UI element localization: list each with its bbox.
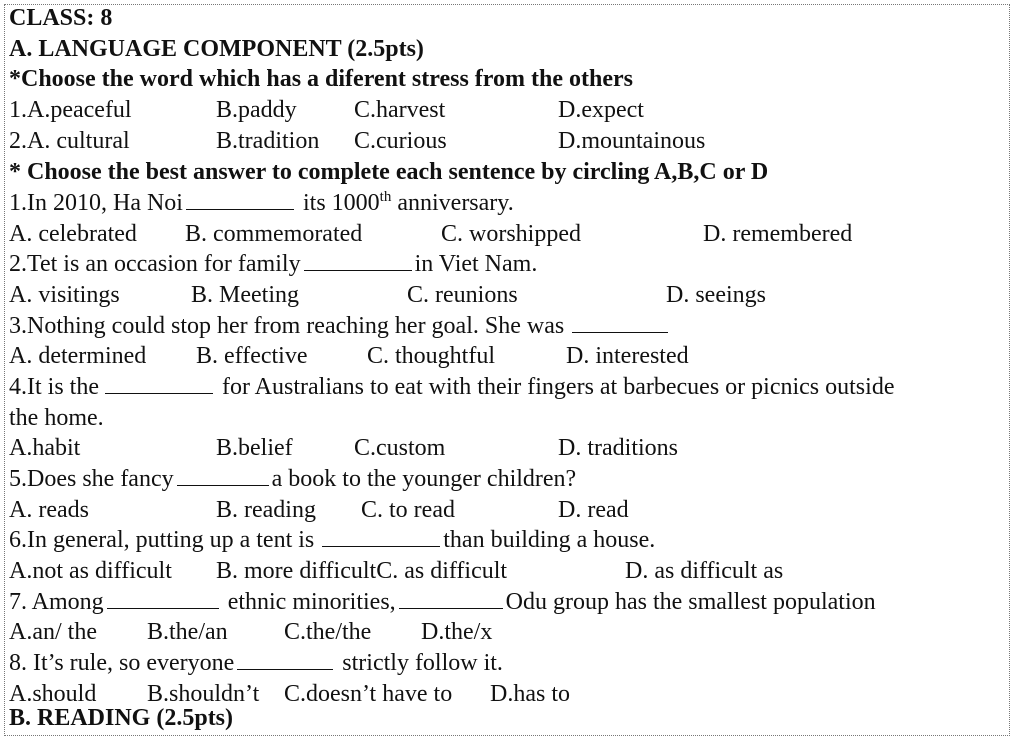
question-3 [9,311,671,341]
question-6-options [9,556,1009,586]
question-text: 1.In 2010, Ha Noi [9,190,183,216]
option-a: A.an/ the [9,619,97,645]
option-b: B.shouldn’t [147,681,260,707]
question-2 [9,249,537,279]
option-a: 2.A. cultural [9,128,130,154]
option-a: A.should [9,681,97,707]
question-text: ethnic minorities, [227,589,396,615]
question-6 [9,525,655,555]
option-c: C.doesn’t have to [284,681,453,707]
option-b: B. commemorated [185,221,363,247]
question-1 [9,188,514,218]
question-4 [9,372,894,402]
option-a: A. celebrated [9,221,137,247]
option-a: A. reads [9,497,89,523]
answer-blank [399,587,503,609]
question-text: 2.Tet is an occasion for family [9,251,301,277]
question-text: than building a house. [443,527,656,553]
option-b: B.belief [216,435,293,461]
option-c: C. reunions [407,282,518,308]
option-b: B. effective [196,343,308,369]
stress-instruction: *Choose the word which has a diferent stress from the others [9,66,633,92]
option-c: C. worshipped [441,221,581,247]
option-d: D.has to [490,681,570,707]
question-text: anniversary. [391,190,514,216]
stress-question-2 [9,126,1009,156]
option-c: C. to read [361,497,455,523]
superscript: th [379,189,392,205]
answer-blank [107,587,219,609]
option-c: C.curious [354,128,447,154]
question-4-continuation: the home. [9,405,104,431]
option-d: D.the/x [421,619,493,645]
mc-instruction: * Choose the best answer to complete each sentence by circling A,B,C or D [9,159,769,185]
option-a: A.not as difficult [9,558,172,584]
question-2-options [9,280,1009,310]
section-b-heading: B. READING (2.5pts) [9,705,234,731]
option-bc: B. more difficultC. as difficult [216,558,508,584]
question-text: 6.In general, putting up a tent is [9,527,315,553]
answer-blank [105,372,213,394]
option-a: A.habit [9,435,81,461]
question-5 [9,464,576,494]
option-c: C.the/the [284,619,372,645]
question-text: strictly follow it. [342,650,503,676]
question-7-options [9,617,1009,647]
option-d: D. interested [566,343,689,369]
question-text: in Viet Nam. [414,251,538,277]
option-a: A. visitings [9,282,120,308]
answer-blank [186,188,294,210]
section-a-heading: A. LANGUAGE COMPONENT (2.5pts) [9,36,424,62]
option-b: B. Meeting [191,282,299,308]
question-8 [9,648,503,678]
option-d: D.expect [558,97,644,123]
option-d: D.mountainous [558,128,706,154]
option-d: D. traditions [558,435,678,461]
option-c: C.harvest [354,97,446,123]
option-d: D. as difficult as [625,558,784,584]
answer-blank [237,648,333,670]
option-b: B.paddy [216,97,297,123]
option-c: C. thoughtful [367,343,496,369]
question-7 [9,587,876,617]
question-text: for Australians to eat with their fingers at barbecues or picnics outside [222,374,895,400]
answer-blank [322,525,440,547]
option-b: B.tradition [216,128,320,154]
option-d: D. read [558,497,629,523]
answer-blank [572,311,668,333]
question-1-options [9,219,1009,249]
question-4-options [9,433,1009,463]
question-text: a book to the younger children? [271,466,577,492]
answer-blank [177,464,269,486]
stress-question-1 [9,95,1009,125]
option-b: B. reading [216,497,316,523]
option-b: B.the/an [147,619,228,645]
option-d: D. remembered [703,221,853,247]
question-text: 7. Among [9,589,104,615]
question-text: 4.It is the [9,374,99,400]
option-a: A. determined [9,343,147,369]
question-text: Odu group has the smallest population [505,589,876,615]
option-c: C.custom [354,435,446,461]
option-a: 1.A.peaceful [9,97,132,123]
option-d: D. seeings [666,282,766,308]
question-text: 8. It’s rule, so everyone [9,650,235,676]
question-text: 3.Nothing could stop her from reaching her goal. She was [9,313,565,339]
answer-blank [304,249,412,271]
question-3-options [9,341,1009,371]
question-text: 5.Does she fancy [9,466,174,492]
question-text: its 1000 [302,190,380,216]
class-label: CLASS: 8 [9,5,113,31]
question-5-options [9,495,1009,525]
